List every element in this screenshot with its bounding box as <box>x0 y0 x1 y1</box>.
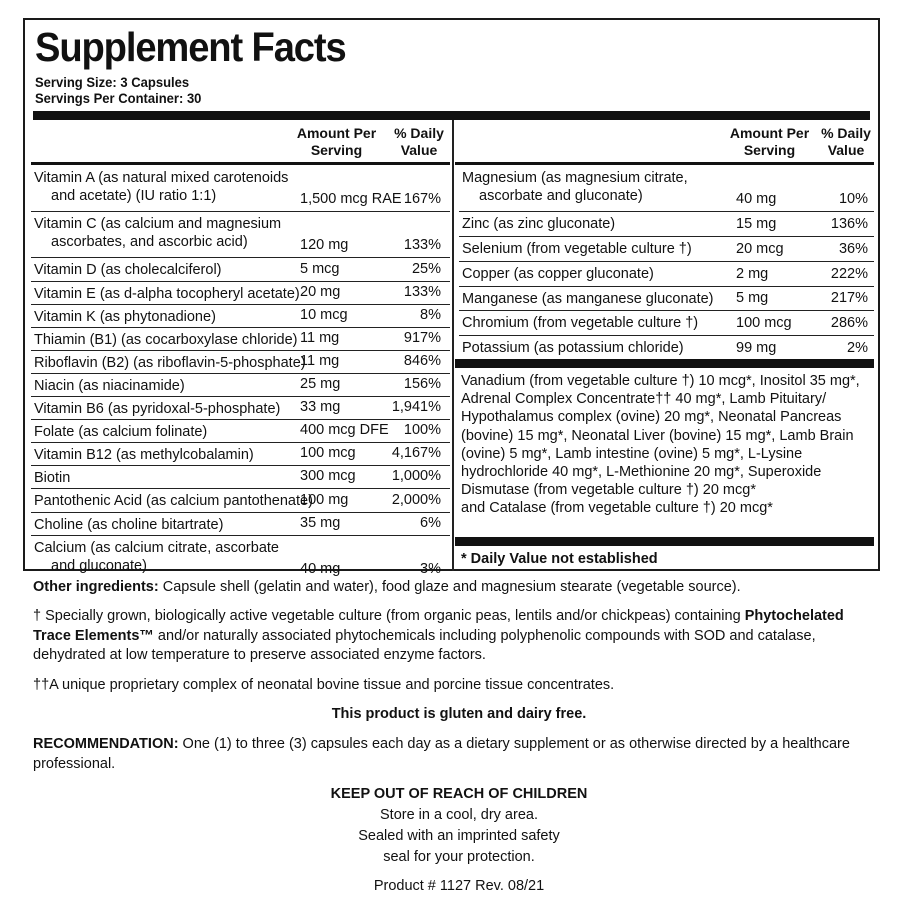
amount-per-serving: 100 mg <box>300 491 349 508</box>
left-amount-header: Amount Per Serving <box>296 125 377 158</box>
amount-per-serving: 99 mg <box>736 340 777 356</box>
nutrient-name: Potassium (as potassium chloride) <box>462 340 684 357</box>
daily-value-percent: 222% <box>830 265 868 282</box>
row-divider <box>31 488 450 489</box>
daily-value-percent: 133% <box>403 237 441 254</box>
row-divider <box>459 211 874 212</box>
nutrient-name-continued: ascorbates, and ascorbic acid) <box>51 234 248 251</box>
row-divider <box>31 396 450 397</box>
gluten-free-statement: This product is gluten and dairy free. <box>331 706 587 722</box>
amount-per-serving: 100 mcg <box>300 445 356 462</box>
daily-value-percent: 167% <box>403 191 441 208</box>
amount-per-serving: 40 mg <box>300 560 341 577</box>
nutrient-name: Vitamin K (as phytonadione) <box>34 308 216 325</box>
nutrient-name: Folate (as calcium folinate) <box>34 424 208 441</box>
dagger-footnote: † Specially grown, biologically active vegetable culture (from organic peas, lentils and/or chickpeas) containing Phytochelated Trace Elements™ and/or naturally associated phytochemicals including polyphenolic compounds with SOD and catalase, dehydrated at low temperature to preserve associated enzyme factors. <box>33 608 844 663</box>
amount-per-serving: 40 mg <box>736 191 777 208</box>
dv-not-established-note: * Daily Value not established <box>461 551 658 567</box>
amount-per-serving: 5 mg <box>736 290 769 307</box>
daily-value-percent: 156% <box>403 376 441 392</box>
double-dagger-footnote: ††A unique proprietary complex of neonatal bovine tissue and porcine tissue concentrates. <box>33 677 615 693</box>
daily-value-percent: 1,000% <box>391 468 441 485</box>
daily-value-percent: 133% <box>403 283 441 300</box>
nutrient-name: Riboflavin (B2) (as riboflavin-5-phosphate) <box>34 354 306 371</box>
amount-per-serving: 11 mg <box>300 329 340 346</box>
nutrient-name: Zinc (as zinc gluconate) <box>462 216 616 233</box>
blend-line: Dismutase (from vegetable culture †) 20 mcg* <box>461 482 756 499</box>
blend-line: (bovine) 15 mg*, Neonatal Liver (bovine) 15 mg*, Lamb Brain <box>461 427 854 444</box>
nutrient-name: Vitamin B12 (as methylcobalamin) <box>34 447 254 464</box>
storage-line: Sealed with an imprinted safety <box>358 828 560 844</box>
right-blend-divider <box>455 359 874 368</box>
storage-line: seal for your protection. <box>383 849 535 865</box>
daily-value-percent: 136% <box>830 216 868 232</box>
amount-per-serving: 400 mcg DFE <box>300 422 389 439</box>
daily-value-percent: 10% <box>838 191 868 208</box>
daily-value-percent: 3% <box>420 560 441 577</box>
row-divider <box>31 465 450 466</box>
daily-value-percent: 8% <box>420 306 441 323</box>
nutrient-name: Niacin (as niacinamide) <box>34 377 185 394</box>
daily-value-percent: 6% <box>420 514 441 531</box>
daily-value-percent: 2% <box>847 340 868 356</box>
daily-value-percent: 25% <box>411 260 441 277</box>
daily-value-percent: 4,167% <box>391 445 441 462</box>
row-divider <box>31 512 450 513</box>
amount-per-serving: 100 mcg <box>736 315 792 332</box>
proprietary-ingredients <box>461 372 874 518</box>
row-divider <box>459 261 874 262</box>
nutrient-name-continued: and acetate) (IU ratio 1:1) <box>51 188 217 204</box>
nutrient-name: Vitamin B6 (as pyridoxal-5-phosphate) <box>34 401 281 417</box>
product-code: Product # 1127 Rev. 08/21 <box>373 878 545 894</box>
nutrient-name: Vitamin A (as natural mixed carotenoids <box>34 170 289 186</box>
column-divider <box>452 120 454 571</box>
right-header-rule <box>455 162 874 165</box>
daily-value-percent: 846% <box>403 352 441 369</box>
blend-line: (ovine) 5 mg*, Lamb intestine (ovine) 5 mg*, L-Lysine <box>461 445 803 462</box>
nutrient-name: Vitamin E (as d-alpha tocopheryl acetate) <box>34 285 300 302</box>
nutrient-name: Copper (as copper gluconate) <box>462 265 654 282</box>
nutrient-name: Selenium (from vegetable culture †) <box>462 241 692 257</box>
dv-note-divider <box>455 537 874 546</box>
nutrient-name-continued: ascorbate and gluconate) <box>479 188 643 204</box>
row-divider <box>31 281 450 282</box>
children-warning: KEEP OUT OF REACH OF CHILDREN <box>330 786 588 802</box>
row-divider <box>459 236 874 237</box>
nutrient-name: Chromium (from vegetable culture †) <box>462 315 699 332</box>
row-divider <box>459 286 874 287</box>
row-divider <box>31 257 450 258</box>
serving-size: Serving Size: 3 Capsules <box>35 74 190 90</box>
amount-per-serving: 300 mcg <box>300 468 356 485</box>
nutrient-name: Biotin <box>34 470 71 487</box>
amount-per-serving: 5 mcg <box>300 260 340 277</box>
nutrient-name: Magnesium (as magnesium citrate, <box>462 170 688 186</box>
nutrient-name: Vitamin C (as calcium and magnesium <box>34 216 282 233</box>
nutrient-name: Vitamin D (as cholecalciferol) <box>34 262 222 279</box>
blend-line: hydrochloride 40 mg*, L-Methionine 20 mg*, Superoxide <box>461 464 822 481</box>
daily-value-percent: 36% <box>838 240 868 257</box>
amount-per-serving: 20 mcg <box>736 240 784 257</box>
row-divider <box>31 304 450 305</box>
blend-line: Hypothalamus complex (ovine) 20 mg*, Neonatal Pancreas <box>461 409 842 426</box>
nutrient-name-continued: and gluconate) <box>51 557 147 574</box>
daily-value-percent: 100% <box>403 422 441 439</box>
other-ingredients: Other ingredients: Capsule shell (gelatin and water), food glaze and magnesium stearate (vegetable source). <box>33 579 741 595</box>
blend-line: Adrenal Complex Concentrate†† 40 mg*, Lamb Pituitary/ <box>461 391 827 408</box>
nutrient-name: Thiamin (B1) (as cocarboxylase chloride) <box>34 331 298 348</box>
panel-title: Supplement Facts <box>35 24 346 70</box>
row-divider <box>31 419 450 420</box>
row-divider <box>31 350 450 351</box>
daily-value-percent: 917% <box>403 329 441 346</box>
right-dv-header: % Daily Value <box>821 125 871 158</box>
blend-line: and Catalase (from vegetable culture †) 20 mcg* <box>461 500 773 517</box>
amount-per-serving: 120 mg <box>300 237 349 254</box>
nutrient-name: Calcium (as calcium citrate, ascorbate <box>34 539 279 556</box>
daily-value-percent: 286% <box>830 315 868 332</box>
left-dv-header: % Daily Value <box>394 125 444 158</box>
amount-per-serving: 33 mg <box>300 399 341 416</box>
nutrient-name: Manganese (as manganese gluconate) <box>462 290 714 307</box>
left-header-rule <box>31 162 450 165</box>
row-divider <box>459 335 874 336</box>
storage-line: Store in a cool, dry area. <box>380 807 538 823</box>
row-divider <box>31 327 450 328</box>
recommendation: RECOMMENDATION: One (1) to three (3) capsules each day as a dietary supplement or as otherwise directed by a healthcare professional. <box>33 736 850 772</box>
servings-per-container: Servings Per Container: 30 <box>35 90 202 106</box>
amount-per-serving: 20 mg <box>300 283 341 300</box>
amount-per-serving: 35 mg <box>300 514 341 531</box>
nutrient-name: Choline (as choline bitartrate) <box>34 516 224 533</box>
row-divider <box>31 535 450 536</box>
amount-per-serving: 2 mg <box>736 265 769 282</box>
amount-per-serving: 15 mg <box>736 216 777 232</box>
blend-line: Vanadium (from vegetable culture †) 10 mcg*, Inositol 35 mg*, <box>461 373 860 389</box>
right-amount-header: Amount Per Serving <box>729 125 810 158</box>
daily-value-percent: 2,000% <box>391 491 441 508</box>
amount-per-serving: 25 mg <box>300 376 341 392</box>
amount-per-serving: 11 mg <box>300 352 340 369</box>
daily-value-percent: 217% <box>830 290 868 307</box>
amount-per-serving: 1,500 mcg RAE <box>300 191 402 208</box>
daily-value-percent: 1,941% <box>391 399 441 416</box>
amount-per-serving: 10 mcg <box>300 306 348 323</box>
row-divider <box>31 211 450 212</box>
row-divider <box>31 442 450 443</box>
thick-divider <box>33 111 870 120</box>
nutrient-name: Pantothenic Acid (as calcium pantothenate) <box>34 493 313 510</box>
row-divider <box>459 310 874 311</box>
row-divider <box>31 373 450 374</box>
